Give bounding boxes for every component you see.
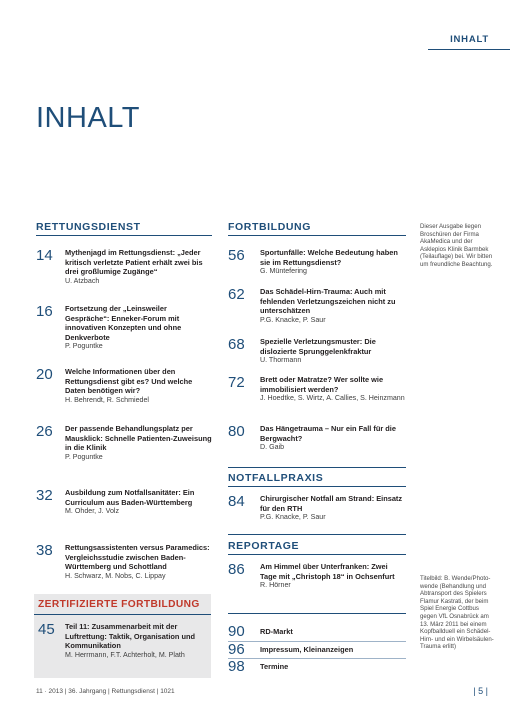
section-rule bbox=[228, 554, 406, 555]
article-title: Chirurgischer Notfall am Strand: Einsatz für den RTH bbox=[260, 494, 403, 513]
article-title: Spezielle Verletzungsmuster: Die dislozierte Sprunggelenkfraktur bbox=[260, 337, 376, 356]
section-heading-reportage: REPORTAGE bbox=[228, 540, 300, 552]
section-heading-zertifizierte-fortbildung: ZERTIFIZIERTE FORTBILDUNG bbox=[38, 599, 200, 610]
article-title: Mythenjagd im Rettungsdienst: „Jeder kritisch verletzte Patient erhält zwei bis drei großlumige Zugänge“ bbox=[65, 248, 203, 276]
article-authors: M. Herrmann, F.T. Achterholt, M. Plath bbox=[65, 650, 185, 659]
page-title: INHALT bbox=[36, 102, 140, 134]
running-header: INHALT bbox=[450, 34, 489, 45]
page-number: 96 bbox=[228, 641, 245, 658]
article-title: Teil 11: Zusammenarbeit mit der Luftrettung: Taktik, Organisation und Kommunikation bbox=[65, 622, 196, 650]
toc-entry[interactable] bbox=[228, 424, 406, 453]
section-heading-rettungsdienst: RETTUNGSDIENST bbox=[36, 221, 141, 233]
article-authors: H. Schwarz, M. Nobs, C. Lippay bbox=[65, 571, 166, 580]
article-authors: P.G. Knacke, P. Saur bbox=[260, 315, 326, 324]
page-number: 26 bbox=[36, 423, 53, 440]
cover-photo-caption: Titelbild: B. Wende/Photo-wende (Behandlung und Abtransport des Spielers Flamur Kastrati, der beim Spiel Energie Cottbus gegen VfL Osnabrück am 13. März 2011 bei einem Kopfballduell ein Schädel-Hirn- und ein Wirbelsäulen-Trauma erlitt) bbox=[420, 575, 494, 651]
section-rule bbox=[228, 235, 406, 236]
page-number: 90 bbox=[228, 623, 245, 640]
section-heading-notfallpraxis: NOTFALLPRAXIS bbox=[228, 472, 324, 484]
toc-entry[interactable] bbox=[36, 248, 212, 286]
article-title: Sportunfälle: Welche Bedeutung haben sie im Rettungsdienst? bbox=[260, 248, 398, 267]
section-rule bbox=[228, 467, 406, 468]
toc-entry[interactable] bbox=[36, 304, 212, 352]
article-title: Impressum, Kleinanzeigen bbox=[260, 645, 354, 654]
article-authors: P.G. Knacke, P. Saur bbox=[260, 513, 326, 521]
article-title: Der passende Behandlungsplatz per Mausklick: Schnelle Patienten-Zuweisung in die Klinik bbox=[65, 424, 212, 452]
toc-entry[interactable] bbox=[228, 562, 406, 591]
article-authors: U. Thormann bbox=[260, 356, 302, 364]
page-number: 72 bbox=[228, 374, 245, 391]
page-number: 56 bbox=[228, 247, 245, 264]
toc-entry[interactable] bbox=[228, 642, 406, 657]
toc-entry[interactable] bbox=[228, 624, 406, 639]
section-heading-fortbildung: FORTBILDUNG bbox=[228, 221, 312, 233]
header-rule bbox=[428, 49, 510, 50]
article-title: Ausbildung zum Notfallsanitäter: Ein Curriculum aus Baden-Württemberg bbox=[65, 488, 195, 507]
page-number: 38 bbox=[36, 542, 53, 559]
article-authors: P. Poguntke bbox=[65, 342, 103, 350]
page-number: 20 bbox=[36, 366, 53, 383]
toc-entry[interactable] bbox=[228, 494, 406, 523]
toc-entry[interactable] bbox=[36, 424, 212, 462]
article-authors: U. Atzbach bbox=[65, 276, 100, 285]
article-authors: P. Poguntke bbox=[65, 452, 103, 461]
toc-entry[interactable] bbox=[228, 375, 406, 404]
section-rule bbox=[36, 235, 212, 236]
article-title: Rettungsassistenten versus Paramedics: Vergleichsstudie zwischen Baden-Württemberg und Schottland bbox=[65, 543, 210, 571]
article-authors: M. Ohder, J. Volz bbox=[65, 507, 120, 515]
page-number: 14 bbox=[36, 247, 53, 264]
section-rule bbox=[34, 614, 211, 615]
article-title: Fortsetzung der „Leinsweiler Gespräche“: Enneker-Forum mit innovativen Konzepten und ohne Denkverbote bbox=[65, 304, 182, 342]
article-authors: G. Müntefering bbox=[260, 267, 307, 275]
toc-entry[interactable] bbox=[36, 367, 212, 405]
page-number-footer: | 5 | bbox=[473, 686, 488, 696]
page-number: 84 bbox=[228, 493, 245, 510]
article-authors: J. Hoedtke, S. Wirtz, A. Callies, S. Heinzmann bbox=[260, 394, 405, 402]
article-authors: R. Hörner bbox=[260, 581, 291, 589]
issue-info: 11 · 2013 | 36. Jahrgang | Rettungsdienst | 1021 bbox=[36, 688, 175, 695]
toc-entry[interactable] bbox=[228, 248, 406, 277]
section-rule bbox=[228, 613, 406, 614]
article-title: Am Himmel über Unterfranken: Zwei Tage mit „Christoph 18“ in Ochsenfurt bbox=[260, 562, 395, 581]
article-title: RD-Markt bbox=[260, 627, 293, 636]
article-title: Termine bbox=[260, 662, 289, 671]
toc-entry[interactable] bbox=[228, 337, 406, 366]
toc-entry[interactable] bbox=[36, 543, 212, 581]
article-title: Das Schädel-Hirn-Trauma: Auch mit fehlenden Verletzungszeichen nicht zu unterschätzen bbox=[260, 287, 396, 315]
page-number: 68 bbox=[228, 336, 245, 353]
page-number: 80 bbox=[228, 423, 245, 440]
page-number: 98 bbox=[228, 658, 245, 675]
section-rule bbox=[228, 486, 406, 487]
toc-entry[interactable] bbox=[228, 287, 406, 325]
toc-entry[interactable] bbox=[36, 488, 212, 517]
article-authors: D. Gaib bbox=[260, 443, 285, 451]
article-title: Das Hängetrauma – Nur ein Fall für die Bergwacht? bbox=[260, 424, 396, 443]
toc-entry[interactable] bbox=[228, 659, 406, 674]
page-number: 32 bbox=[36, 487, 53, 504]
section-rule bbox=[228, 534, 406, 535]
page-number: 45 bbox=[38, 621, 55, 638]
article-authors: H. Behrendt, R. Schmiedel bbox=[65, 395, 149, 404]
toc-entry[interactable] bbox=[38, 622, 210, 660]
supplement-note: Dieser Ausgabe liegen Broschüren der Firma AkaMedica und der Asklepios Klinik Barmbek (Teilauflage) bei. Wir bitten um freundliche Beachtung. bbox=[420, 223, 493, 268]
article-title: Brett oder Matratze? Wer sollte wie immobilisiert werden? bbox=[260, 375, 384, 394]
article-title: Welche Informationen über den Rettungsdienst gibt es? Und welche Daten benötigen wir? bbox=[65, 367, 193, 395]
page-number: 86 bbox=[228, 561, 245, 578]
page-number: 62 bbox=[228, 286, 245, 303]
page-number: 16 bbox=[36, 303, 53, 320]
